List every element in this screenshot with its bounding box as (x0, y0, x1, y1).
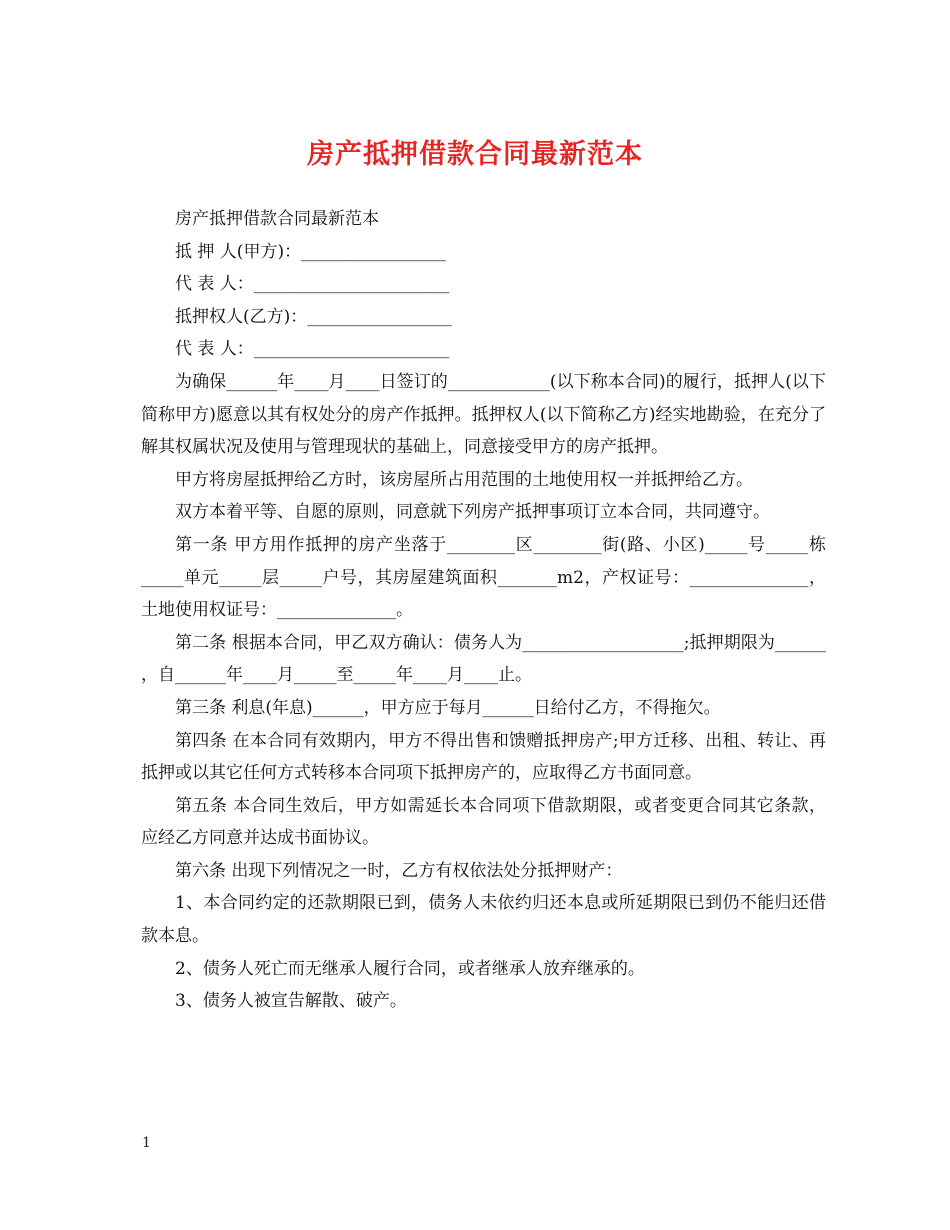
paragraph-item-2: 2、债务人死亡而无继承人履行合同，或者继承人放弃继承的。 (175, 958, 645, 979)
paragraph-item-3: 3、债务人被宣告解散、破产。 (175, 991, 407, 1012)
document-title: 房产抵押借款合同最新范本 (307, 139, 643, 170)
paragraph-article-2: 第二条 根据本合同，甲乙双方确认：债务人为___________________;抵押期限为______ ，自______年____月_____至_____年____月____止。 (141, 632, 832, 686)
paragraph-item-1: 1、本合同约定的还款期限已到，债务人未依约归还本息或所延期限已到仍不能归还借款本息。 (141, 893, 826, 947)
page-number: 1 (142, 1135, 151, 1151)
paragraph-article-6: 第六条 出现下列情况之一时，乙方有权依法处分抵押财产： (175, 860, 623, 881)
paragraph-mortgagor: 抵 押 人(甲方)：_________________ (175, 241, 446, 262)
paragraph-mortgagee: 抵押权人(乙方)：_________________ (175, 306, 452, 327)
paragraph-mortgagor-representative: 代 表 人：_______________________ (175, 274, 450, 295)
paragraph-subtitle: 房产抵押借款合同最新范本 (175, 209, 379, 229)
paragraph-article-4: 第四条 在本合同有效期内，甲方不得出售和馈赠抵押房产;甲方迁移、出租、转让、再抵押或以其它任何方式转移本合同项下抵押房产的，应取得乙方书面同意。 (141, 730, 826, 784)
paragraph-land-use: 甲方将房屋抵押给乙方时，该房屋所占用范围的土地使用权一并抵押给乙方。 (175, 469, 753, 490)
paragraph-mortgagee-representative: 代 表 人：_______________________ (175, 339, 450, 360)
paragraph-article-5: 第五条 本合同生效后，甲方如需延长本合同项下借款期限，或者变更合同其它条款，应经乙方同意并达成书面协议。 (141, 795, 826, 849)
paragraph-article-3: 第三条 利息(年息)______，甲方应于每月______日给付乙方，不得拖欠。 (175, 697, 721, 718)
paragraph-preamble: 为确保______年____月____日签订的____________(以下称本合同)的履行，抵押人(以下简称甲方)愿意以其有权处分的房产作抵押。抵押权人(以下简称乙方)经实地勘验，在充分了解其权属状况及使用与管理现状的基础上，同意接受甲方的房产抵押。 (141, 371, 826, 458)
paragraph-article-1: 第一条 甲方用作抵押的房产坐落于________区________街(路、小区)_____号_____栋_____单元_____层_____户号，其房屋建筑面积_______m2，产权证号：______________，土地使用权证号：______________。 (141, 534, 826, 621)
document-body (141, 203, 832, 1018)
paragraph-principles: 双方本着平等、自愿的原则，同意就下列房产抵押事项订立本合同，共同遵守。 (175, 502, 770, 523)
